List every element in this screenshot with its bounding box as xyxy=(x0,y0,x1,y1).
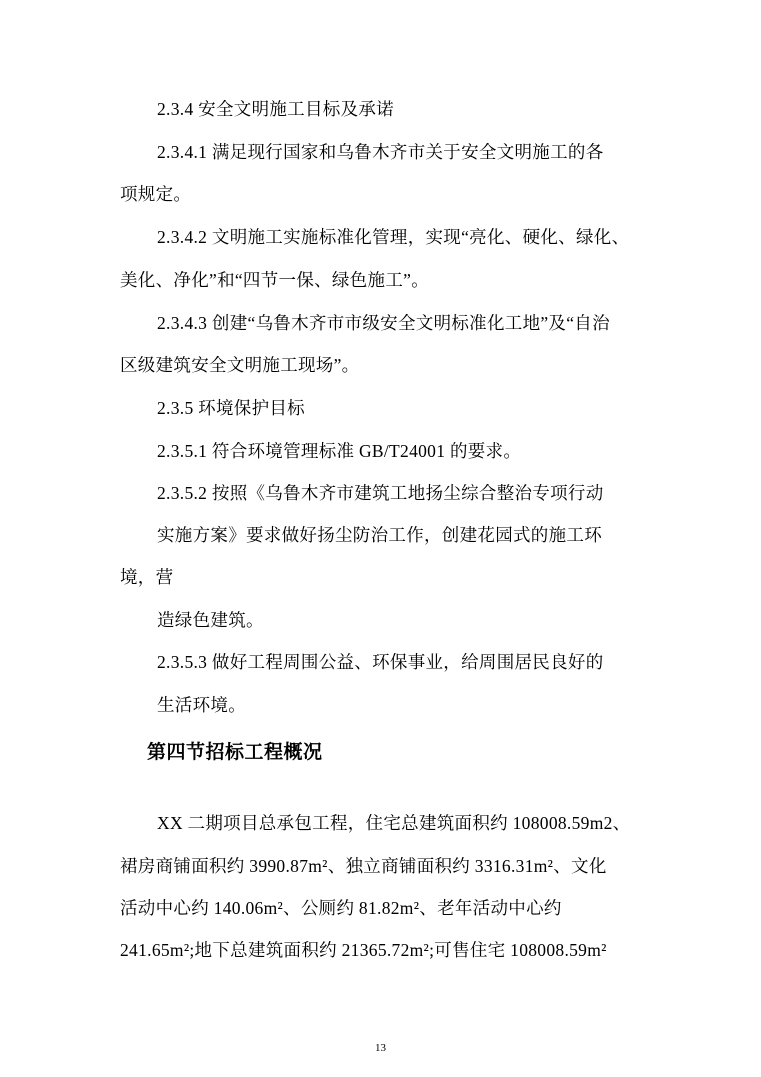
subsection-2-3-4-title: 2.3.4 安全文明施工目标及承诺 xyxy=(157,99,394,119)
paragraph-line: 实施方案》要求做好扬尘防治工作，创建花园式的施工环 xyxy=(157,525,602,545)
paragraph-line: 2.3.4.2 文明施工实施标准化管理，实现“亮化、硬化、绿化、 xyxy=(157,227,630,247)
overview-line: XX 二期项目总承包工程，住宅总建筑面积约 108008.59m2、 xyxy=(157,813,631,833)
overview-line: 241.65m²;地下总建筑面积约 21365.72m²;可售住宅 108008.59m² xyxy=(120,940,607,960)
paragraph-line: 2.3.5.2 按照《乌鲁木齐市建筑工地扬尘综合整治专项行动 xyxy=(157,483,604,503)
paragraph-line: 生活环境。 xyxy=(157,695,246,715)
paragraph-line: 项规定。 xyxy=(120,184,192,204)
paragraph-line: 2.3.5.1 符合环境管理标准 GB/T24001 的要求。 xyxy=(157,441,522,461)
subsection-2-3-5-title: 2.3.5 环境保护目标 xyxy=(157,398,305,418)
page-number: 13 xyxy=(375,1042,386,1054)
overview-line: 裙房商铺面积约 3990.87m²、独立商铺面积约 3316.31m²、文化 xyxy=(120,856,607,876)
paragraph-line: 区级建筑安全文明施工现场”。 xyxy=(120,355,360,375)
paragraph-line: 2.3.4.3 创建“乌鲁木齐市市级安全文明标准化工地”及“自治 xyxy=(157,313,610,333)
paragraph-line: 2.3.5.3 做好工程周围公益、环保事业，给周围居民良好的 xyxy=(157,652,604,672)
paragraph-line: 美化、净化”和“四节一保、绿色施工”。 xyxy=(120,270,430,290)
overview-line: 活动中心约 140.06m²、公厕约 81.82m²、老年活动中心约 xyxy=(120,898,562,918)
paragraph-line: 境，营 xyxy=(120,567,174,587)
paragraph-line: 造绿色建筑。 xyxy=(157,610,264,630)
section-heading: 第四节招标工程概况 xyxy=(147,741,323,763)
paragraph-line: 2.3.4.1 满足现行国家和乌鲁木齐市关于安全文明施工的各 xyxy=(157,142,604,162)
